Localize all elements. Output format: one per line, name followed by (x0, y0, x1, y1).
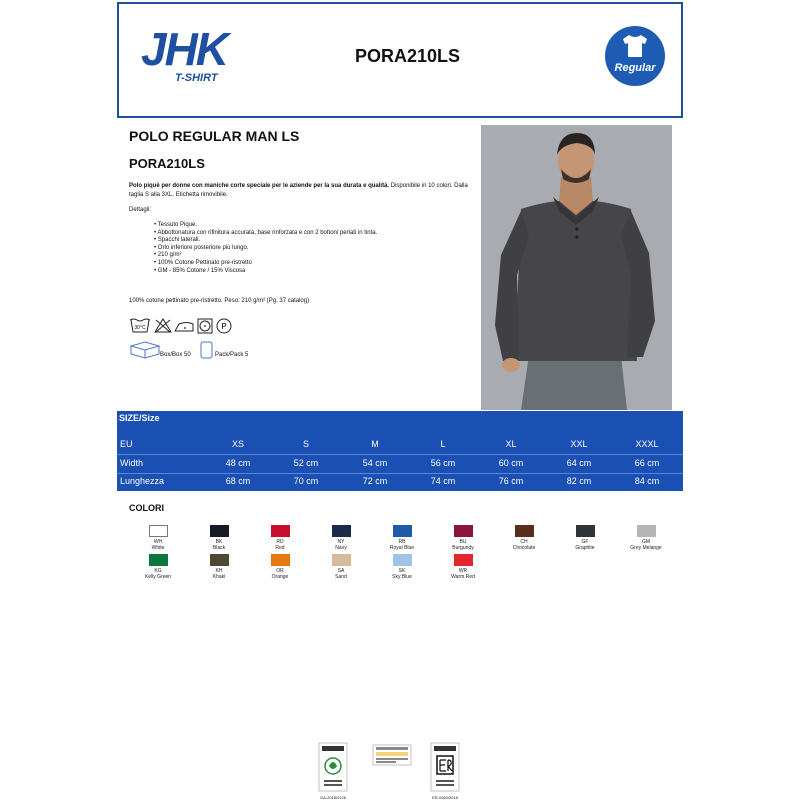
details-label: Dettagli: (129, 207, 152, 213)
size-row-length (117, 472, 683, 490)
size-table-heading: SIZE/Size (119, 413, 160, 423)
table-cell: 72 cm (362, 476, 388, 486)
color-code: KH (215, 568, 223, 574)
color-name: Chocolate (512, 545, 536, 551)
color-swatch-kh (190, 554, 248, 586)
detail-item: • Spacchi laterali. (154, 237, 377, 245)
row-label: Lunghezza (120, 476, 165, 486)
color-name: Warm Red (451, 574, 475, 580)
size-row-eu (117, 435, 683, 453)
color-code: GM (641, 539, 651, 545)
color-chip (454, 525, 473, 537)
color-swatch-sa (312, 554, 370, 586)
color-code: NY (337, 539, 345, 545)
badge-label: Regular (614, 62, 656, 74)
size-row-width (117, 454, 683, 472)
care-icons (129, 316, 249, 336)
color-name: Khaki (212, 574, 226, 580)
detail-item: • Orlo inferiore posteriore più lungo. (154, 245, 377, 253)
no-bleach-icon (155, 319, 171, 332)
color-swatch-rd (251, 525, 309, 557)
header-banner (117, 2, 683, 118)
product-code: PORA210LS (129, 156, 205, 171)
table-cell: S (302, 439, 309, 449)
row-label: Width (120, 458, 144, 468)
certification-gestion-ambiental (318, 742, 348, 800)
regular-fit-badge (605, 26, 665, 86)
table-cell: 56 cm (430, 458, 456, 468)
table-cell: XL (505, 439, 517, 449)
product-photo (481, 125, 672, 410)
aenor-er-seal (430, 742, 460, 794)
brand-logo (141, 23, 237, 88)
color-chip (576, 525, 595, 537)
color-chip (393, 554, 412, 566)
color-swatch-or (251, 554, 309, 586)
color-code: RB (398, 539, 406, 545)
cert-caption: GA-2018/0126 (319, 795, 347, 800)
color-name: Red (275, 545, 285, 551)
color-swatch-bk (190, 525, 248, 557)
color-chip (271, 554, 290, 566)
pack-icon (199, 340, 215, 360)
color-chip (210, 525, 229, 537)
table-cell: L (440, 439, 446, 449)
color-code: SK (398, 568, 406, 574)
detail-item: • 210 g/m² (154, 252, 377, 260)
color-chip (271, 525, 290, 537)
detail-item: • 100% Cotone Pettinato pre-ristretto (154, 260, 377, 268)
color-chip (149, 525, 168, 537)
color-name: Black (212, 545, 226, 551)
color-chip (149, 554, 168, 566)
color-code: KG (154, 568, 162, 574)
table-cell: 48 cm (225, 458, 251, 468)
detail-item: • Tessuto Pique. (154, 222, 377, 230)
weight-note: 100% cotone pettinato pre-ristretto. Peso: 210 g/m² (Pg. 37 catalog) (129, 298, 310, 304)
color-swatch-bu (434, 525, 492, 557)
tumble-dry-low-icon (198, 319, 212, 333)
colors-title: COLORI (129, 503, 164, 513)
box-label: Box/Box 50 (160, 352, 191, 358)
color-name: Royal Blue (389, 545, 415, 551)
table-cell: 82 cm (566, 476, 592, 486)
table-cell: 60 cm (498, 458, 524, 468)
table-cell: 66 cm (634, 458, 660, 468)
tshirt-icon (620, 33, 650, 59)
color-swatch-gf (556, 525, 614, 557)
table-cell: 54 cm (362, 458, 388, 468)
table-cell: 70 cm (293, 476, 319, 486)
color-name: White (151, 545, 165, 551)
table-cell: XXL (570, 439, 588, 449)
pack-label: Pack/Pack 5 (215, 352, 249, 358)
packaging-info (129, 340, 329, 360)
color-code: SA (337, 568, 345, 574)
color-chip (454, 554, 473, 566)
color-code: RD (276, 539, 284, 545)
color-chip (210, 554, 229, 566)
table-cell: 84 cm (634, 476, 660, 486)
logo-subtitle: T-SHIRT (175, 72, 218, 84)
color-name: Kelly Green (144, 574, 172, 580)
table-cell: 68 cm (225, 476, 251, 486)
color-swatch-kg (129, 554, 187, 586)
color-name: Sky Blue (392, 574, 412, 580)
table-cell: XS (231, 439, 244, 449)
detail-item: • Abbottonatura con rifinitura accurata, base rinforzata e con 2 bottoni perlati in tinta. (154, 230, 377, 238)
row-label: EU (120, 439, 133, 449)
wash-30-icon (130, 319, 150, 332)
description-bold: Polo piquè per donne con maniche corte speciale per le aziende per la sua durata e qualità. (129, 183, 390, 189)
color-name: Orange (271, 574, 289, 580)
color-code: WR (458, 568, 468, 574)
color-swatch-sk (373, 554, 431, 586)
color-code: WH (153, 539, 163, 545)
color-swatch-rb (373, 525, 431, 557)
wash-temp-label: 30°C (134, 325, 146, 331)
description-rest: Disponibile in 10 colori. Dalla taglia S alla 3XL. Etichetta rimovibile. (129, 183, 468, 198)
color-swatch-wh (129, 525, 187, 557)
table-cell: 52 cm (293, 458, 319, 468)
details-list (154, 222, 377, 275)
dry-clean-p-icon (217, 319, 231, 333)
aenor-environment-seal (318, 742, 348, 794)
color-name: Sand (335, 574, 347, 580)
oeko-tex-label (372, 744, 412, 766)
color-chip (393, 525, 412, 537)
color-chip (332, 525, 351, 537)
color-swatch-gm (617, 525, 675, 557)
color-name: Graphite (575, 545, 595, 551)
color-code: BK (215, 539, 223, 545)
table-cell: 76 cm (498, 476, 524, 486)
color-chip (332, 554, 351, 566)
color-name: Burgundy (452, 545, 474, 551)
color-code: GF (581, 539, 589, 545)
color-name: Navy (335, 545, 347, 551)
detail-item: • GM - 85% Cotone / 15% Viscosa (154, 268, 377, 276)
color-chip (515, 525, 534, 537)
logo-text: JHK (141, 23, 228, 75)
color-chip (637, 525, 656, 537)
color-swatch-ny (312, 525, 370, 557)
color-code: BU (459, 539, 467, 545)
color-code: CH (520, 539, 528, 545)
dry-clean-letter: P (221, 322, 227, 331)
table-cell: M (371, 439, 379, 449)
product-description (129, 182, 469, 200)
product-title: POLO REGULAR MAN LS (129, 128, 300, 144)
table-cell: 64 cm (566, 458, 592, 468)
table-cell: 74 cm (430, 476, 456, 486)
color-swatch-wr (434, 554, 492, 586)
table-cell: XXXL (635, 439, 659, 449)
header-product-code: PORA210LS (355, 46, 461, 66)
color-name: Grey Melange (630, 545, 662, 551)
color-swatch-ch (495, 525, 553, 557)
certification-empresa-registrada (430, 742, 460, 800)
box-icon (129, 340, 161, 360)
size-table (117, 411, 683, 491)
cert-caption: ER-0260/2018 (432, 795, 458, 800)
color-code: OR (276, 568, 284, 574)
certification-oeko-tex (372, 744, 412, 767)
iron-low-icon (175, 323, 193, 332)
